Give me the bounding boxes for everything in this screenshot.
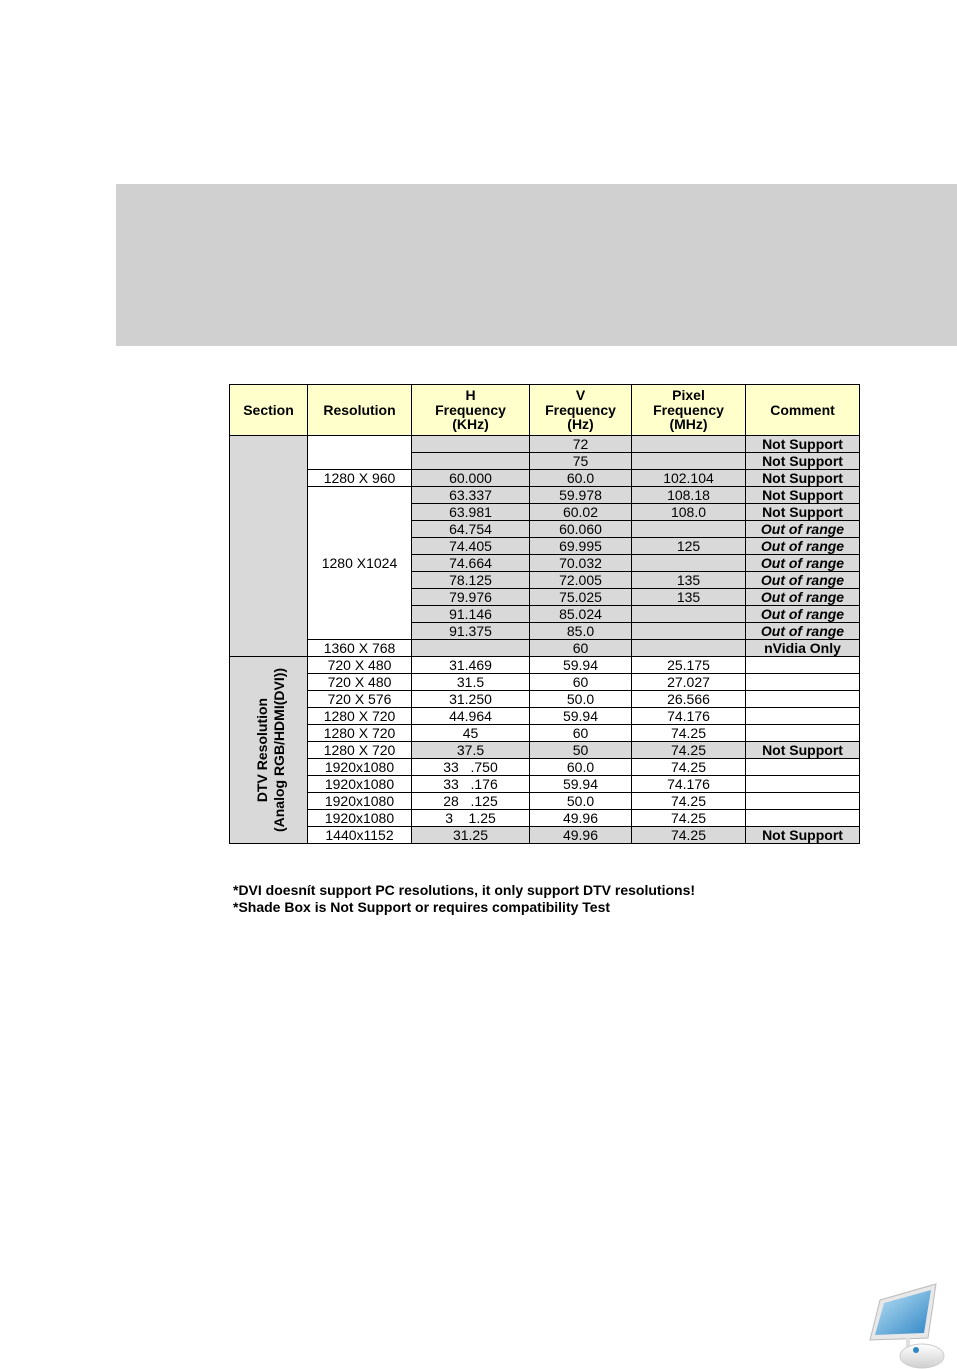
v-cell: 72.005 [530,572,632,589]
table-row [230,827,860,844]
table-row [230,674,860,691]
footnotes [233,882,695,916]
v-cell: 50 [530,742,632,759]
h-cell: 3 1.25 [412,810,530,827]
timing-table [229,384,860,844]
v-cell: 49.96 [530,827,632,844]
comment-cell [746,759,860,776]
h-cell: 64.754 [412,521,530,538]
h-cell [412,453,530,470]
h-cell: 45 [412,725,530,742]
comment-cell: Not Support [746,504,860,521]
table-row [230,691,860,708]
h-cell: 33 .750 [412,759,530,776]
h-cell: 91.375 [412,623,530,640]
pixel-cell: 74.25 [632,725,746,742]
pixel-cell: 74.25 [632,810,746,827]
table-row [230,776,860,793]
h-cell: 28 .125 [412,793,530,810]
v-cell: 60.060 [530,521,632,538]
resolution-cell: 1280 X 720 [308,725,412,742]
pixel-cell [632,555,746,572]
comment-cell [746,793,860,810]
comment-cell: Out of range [746,589,860,606]
imac-logo-icon [866,1282,946,1369]
pixel-cell: 74.25 [632,759,746,776]
v-cell: 60 [530,725,632,742]
comment-cell: Not Support [746,436,860,453]
comment-cell: Not Support [746,487,860,504]
resolution-cell: 1280 X 960 [308,470,412,487]
comment-cell [746,776,860,793]
resolution-cell: 1440x1152 [308,827,412,844]
pixel-cell: 27.027 [632,674,746,691]
h-cell: 44.964 [412,708,530,725]
h-cell [412,436,530,453]
h-cell [412,640,530,657]
resolution-cell: 720 X 480 [308,657,412,674]
table-row [230,810,860,827]
v-cell: 72 [530,436,632,453]
h-cell: 37.5 [412,742,530,759]
dtv-section-label: DTV Resolution (Analog RGB/HDMI(DVI)) [254,667,287,833]
v-cell: 60.0 [530,470,632,487]
col-header-h-frequency: H Frequency (KHz) [412,385,530,436]
h-cell: 31.250 [412,691,530,708]
h-cell: 31.25 [412,827,530,844]
v-cell: 50.0 [530,691,632,708]
pc-section-cell [230,436,308,657]
comment-cell [746,691,860,708]
h-cell: 33 .176 [412,776,530,793]
comment-cell [746,810,860,827]
pixel-cell [632,640,746,657]
comment-cell: nVidia Only [746,640,860,657]
h-cell: 63.981 [412,504,530,521]
col-header-section: Section [230,385,308,436]
h-cell: 91.146 [412,606,530,623]
table-row [230,436,860,453]
resolution-cell: 1920x1080 [308,759,412,776]
v-cell: 59.94 [530,657,632,674]
resolution-cell: 1280 X1024 [308,487,412,640]
v-cell: 59.94 [530,776,632,793]
resolution-cell [308,436,412,470]
resolution-cell: 1920x1080 [308,810,412,827]
v-cell: 59.94 [530,708,632,725]
pixel-cell: 74.176 [632,708,746,725]
col-header-resolution: Resolution [308,385,412,436]
pixel-cell [632,623,746,640]
v-cell: 75.025 [530,589,632,606]
comment-cell: Not Support [746,470,860,487]
v-cell: 69.995 [530,538,632,555]
pixel-cell: 25.175 [632,657,746,674]
v-cell: 60 [530,674,632,691]
comment-cell: Out of range [746,555,860,572]
table-row [230,487,860,504]
pixel-cell: 26.566 [632,691,746,708]
pixel-cell [632,453,746,470]
pixel-cell: 135 [632,589,746,606]
h-cell: 74.405 [412,538,530,555]
pixel-cell: 125 [632,538,746,555]
v-cell: 75 [530,453,632,470]
comment-cell: Out of range [746,606,860,623]
v-cell: 50.0 [530,793,632,810]
table-row [230,759,860,776]
table-row [230,793,860,810]
resolution-cell: 720 X 480 [308,674,412,691]
col-header-comment: Comment [746,385,860,436]
comment-cell [746,674,860,691]
col-header-pixel-frequency: Pixel Frequency (MHz) [632,385,746,436]
table-row [230,708,860,725]
v-cell: 60.02 [530,504,632,521]
resolution-cell: 1360 X 768 [308,640,412,657]
resolution-cell: 1280 X 720 [308,708,412,725]
comment-cell: Out of range [746,521,860,538]
pixel-cell [632,436,746,453]
resolution-cell: 1280 X 720 [308,742,412,759]
comment-cell: Out of range [746,623,860,640]
table-row [230,725,860,742]
footnote-dvi: *DVI doesnít support PC resolutions, it only support DTV resolutions! [233,882,696,898]
pixel-cell: 74.25 [632,827,746,844]
pixel-cell: 102.104 [632,470,746,487]
h-cell: 63.337 [412,487,530,504]
comment-cell: Out of range [746,538,860,555]
v-cell: 49.96 [530,810,632,827]
comment-cell: Not Support [746,453,860,470]
pixel-cell: 74.176 [632,776,746,793]
header-band [116,184,957,346]
resolution-cell: 1920x1080 [308,776,412,793]
h-cell: 60.000 [412,470,530,487]
pixel-cell: 74.25 [632,742,746,759]
comment-cell [746,725,860,742]
table-header-row [230,385,860,436]
pixel-cell: 108.18 [632,487,746,504]
comment-cell [746,708,860,725]
v-cell: 85.0 [530,623,632,640]
pixel-cell: 108.0 [632,504,746,521]
col-header-v-frequency: V Frequency (Hz) [530,385,632,436]
pixel-cell: 74.25 [632,793,746,810]
table-row [230,742,860,759]
table-row [230,470,860,487]
comment-cell: Out of range [746,572,860,589]
h-cell: 74.664 [412,555,530,572]
table-row [230,640,860,657]
v-cell: 60 [530,640,632,657]
pixel-cell [632,521,746,538]
v-cell: 70.032 [530,555,632,572]
pixel-cell: 135 [632,572,746,589]
resolution-cell: 720 X 576 [308,691,412,708]
comment-cell [746,657,860,674]
resolution-cell: 1920x1080 [308,793,412,810]
dtv-section-cell [230,657,308,844]
pixel-cell [632,606,746,623]
h-cell: 78.125 [412,572,530,589]
comment-cell: Not Support [746,827,860,844]
h-cell: 79.976 [412,589,530,606]
v-cell: 60.0 [530,759,632,776]
h-cell: 31.5 [412,674,530,691]
v-cell: 85.024 [530,606,632,623]
comment-cell: Not Support [746,742,860,759]
h-cell: 31.469 [412,657,530,674]
v-cell: 59.978 [530,487,632,504]
table-row [230,657,860,674]
footnote-shade: *Shade Box is Not Support or requires compatibility Test [233,899,611,915]
